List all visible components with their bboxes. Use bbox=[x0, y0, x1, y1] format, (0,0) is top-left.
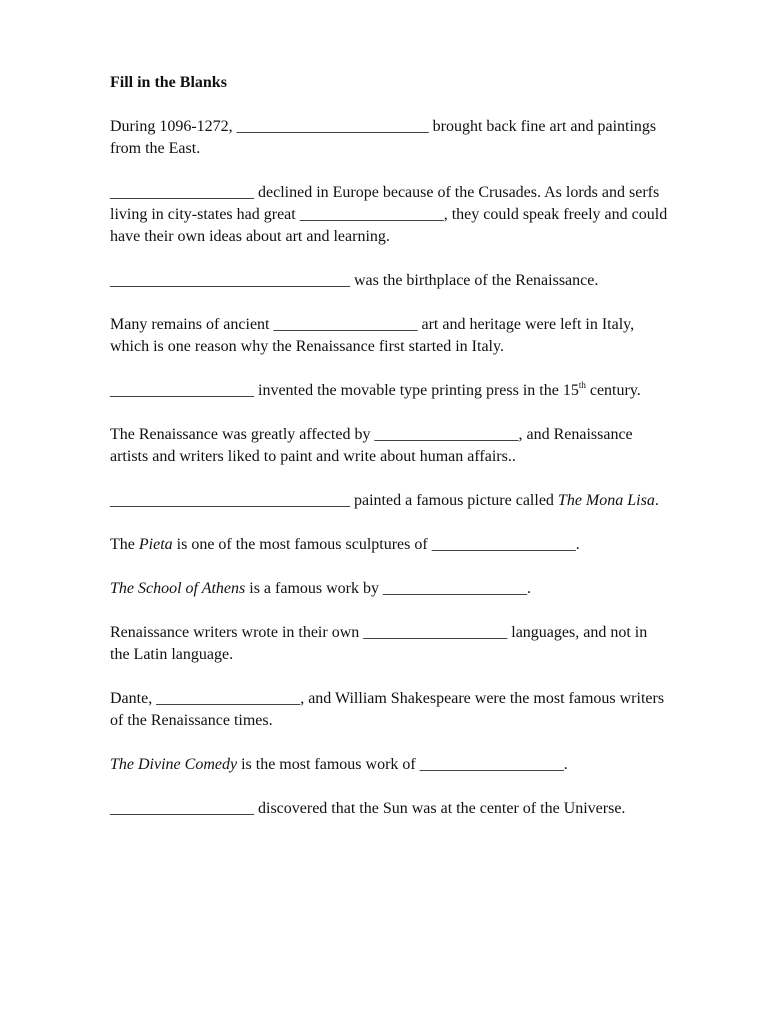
italic-title-text: Pieta bbox=[138, 536, 173, 553]
question-text: __________________ invented the movable type printing press in the 15 bbox=[110, 382, 579, 399]
question-13 bbox=[110, 798, 670, 820]
question-text: . bbox=[654, 492, 659, 509]
question-7 bbox=[110, 490, 670, 512]
worksheet-page bbox=[110, 72, 670, 842]
question-3 bbox=[110, 270, 670, 292]
question-list bbox=[110, 116, 670, 820]
italic-title-text: The Mona Lisa bbox=[557, 492, 655, 509]
question-text: century. bbox=[585, 382, 641, 399]
question-text: __________________ discovered that the Sun was at the center of the Universe. bbox=[110, 800, 626, 817]
superscript-text: th bbox=[578, 380, 586, 390]
question-text: __________________ declined in Europe because of the Crusades. As lords and serfs living in city-states had great __________________, they could speak freely and could have their own ideas about art and learning. bbox=[110, 184, 672, 245]
question-10 bbox=[110, 622, 670, 666]
question-text: is one of the most famous sculptures of __________________. bbox=[172, 536, 580, 553]
question-text: ______________________________ was the birthplace of the Renaissance. bbox=[110, 272, 599, 289]
question-text: Many remains of ancient __________________ art and heritage were left in Italy, which is one reason why the Renaissance first started in Italy. bbox=[110, 316, 639, 355]
question-11 bbox=[110, 688, 670, 732]
question-1 bbox=[110, 116, 670, 160]
question-8 bbox=[110, 534, 670, 556]
question-text: Dante, __________________, and William Shakespeare were the most famous writers of the Renaissance times. bbox=[110, 690, 669, 729]
question-6 bbox=[110, 424, 670, 468]
italic-title-text: The Divine Comedy bbox=[110, 756, 238, 773]
question-2 bbox=[110, 182, 670, 248]
question-9 bbox=[110, 578, 670, 600]
question-text: ______________________________ painted a famous picture called bbox=[110, 492, 558, 509]
question-text: is a famous work by __________________. bbox=[245, 580, 532, 597]
question-text: The bbox=[110, 536, 139, 553]
question-5 bbox=[110, 380, 670, 402]
question-12 bbox=[110, 754, 670, 776]
question-text: Renaissance writers wrote in their own __________________ languages, and not in the Latin language. bbox=[110, 624, 652, 663]
worksheet-title: Fill in the Blanks bbox=[110, 74, 227, 91]
question-text: The Renaissance was greatly affected by __________________, and Renaissance artists and writers liked to paint and write about human affairs.. bbox=[110, 426, 637, 465]
question-text: is the most famous work of __________________. bbox=[237, 756, 568, 773]
question-text: During 1096-1272, ________________________ brought back fine art and paintings from the East. bbox=[110, 118, 661, 157]
question-4 bbox=[110, 314, 670, 358]
italic-title-text: The School of Athens bbox=[110, 580, 246, 597]
